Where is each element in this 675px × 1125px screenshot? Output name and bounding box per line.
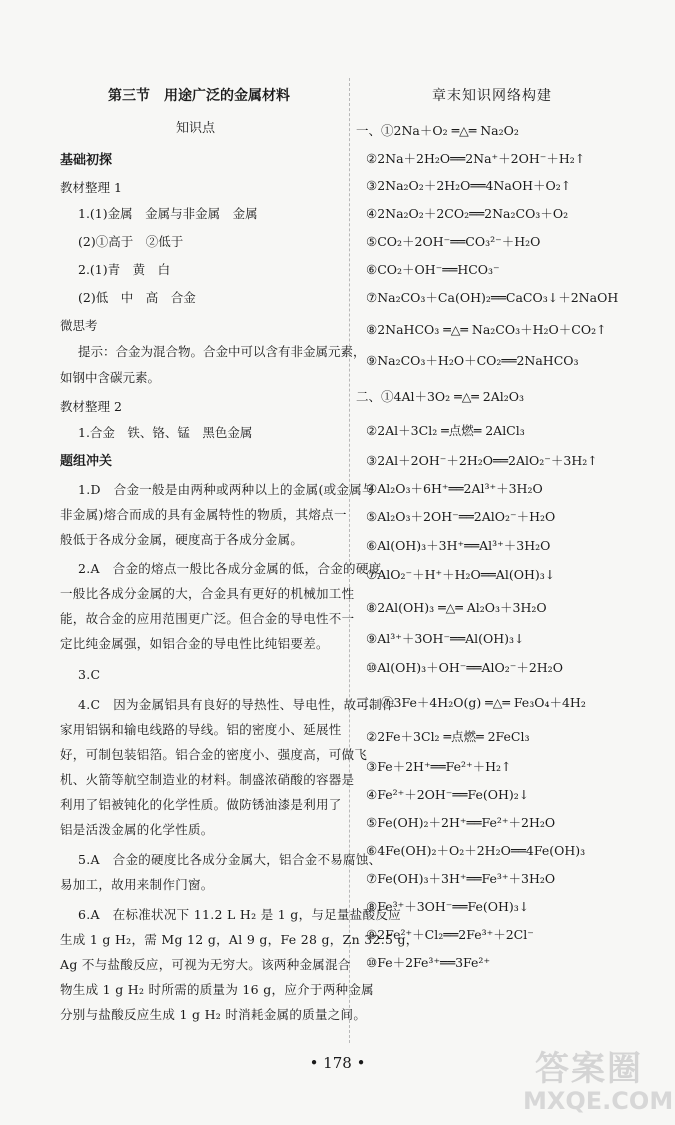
material-1-heading: 教材整理 1 (60, 180, 122, 195)
equation: ③2Al＋2OH⁻＋2H₂O══2AlO₂⁻＋3H₂↑ (366, 453, 598, 468)
m1-line: (2)①高于 ②低于 (78, 234, 184, 249)
page-number: • 178 • (309, 1054, 366, 1072)
equation: ③2Na₂O₂＋2H₂O══4NaOH＋O₂↑ (366, 178, 572, 193)
answer-line: 利用了铝被钝化的化学性质。做防锈油漆是利用了 (60, 797, 342, 812)
answer-line: 易加工，故用来制作门窗。 (60, 877, 214, 892)
answer-line: 般低于各成分金属，硬度高于各成分金属。 (60, 532, 304, 547)
equation: ⑦AlO₂⁻＋H⁺＋H₂O══Al(OH)₃↓ (366, 567, 556, 582)
equation: ⑧Fe³⁺＋3OH⁻══Fe(OH)₃↓ (366, 899, 530, 914)
answer-line: 3.C (78, 667, 101, 682)
answer-line: 好，可制包装铝箔。铝合金的密度小、强度高，可做飞 (60, 747, 368, 762)
equation: ⑤CO₂＋2OH⁻══CO₃²⁻＋H₂O (366, 234, 541, 249)
think-heading: 微思考 (60, 318, 98, 333)
hint-line: 提示：合金为混合物。合金中可以含有非金属元素， (78, 344, 366, 359)
watermark (515, 1041, 674, 1121)
equation: ⑦Fe(OH)₃＋3H⁺══Fe³⁺＋3H₂O (366, 871, 556, 886)
material-2-heading: 教材整理 2 (60, 399, 122, 414)
m2-line: 1.合金 铁、铬、锰 黑色金属 (78, 425, 253, 440)
equation: ⑨2Fe²⁺＋Cl₂══2Fe³⁺＋2Cl⁻ (366, 927, 534, 942)
equation: 一、①2Na＋O₂ ═△═ Na₂O₂ (356, 123, 519, 138)
subtitle: 知识点 (176, 121, 216, 136)
m1-line: 2.(1)青 黄 白 (78, 262, 171, 277)
equation: 二、①4Al＋3O₂ ═△═ 2Al₂O₃ (356, 389, 525, 404)
equation: ⑤Fe(OH)₂＋2H⁺══Fe²⁺＋2H₂O (366, 815, 556, 830)
network-title: 章末知识网络构建 (432, 88, 552, 104)
answer-line: 能，故合金的应用范围更广泛。但合金的导电性不一 (60, 611, 355, 626)
answer-line: 一般比各成分金属的大，合金具有更好的机械加工性 (60, 586, 355, 601)
hint-line: 如钢中含碳元素。 (60, 370, 161, 385)
equation: ④Fe²⁺＋2OH⁻══Fe(OH)₂↓ (366, 787, 530, 802)
answer-line: 机、火箭等航空制造业的材料。制盛浓硝酸的容器是 (60, 772, 355, 787)
equation: ⑤Al₂O₃＋2OH⁻══2AlO₂⁻＋H₂O (366, 509, 556, 524)
problems-heading: 题组冲关 (60, 454, 113, 469)
answer-line: 非金属)熔合而成的具有金属特性的物质，其熔点一 (60, 507, 347, 522)
equation: ⑨Al³⁺＋3OH⁻══Al(OH)₃↓ (366, 631, 525, 646)
answer-line: 2.A 合金的熔点一般比各成分金属的低，合金的硬度 (78, 561, 382, 576)
equation: ⑧2Al(OH)₃ ═△═ Al₂O₃＋3H₂O (366, 600, 547, 615)
equation: ②2Na＋2H₂O══2Na⁺＋2OH⁻＋H₂↑ (366, 151, 586, 166)
answer-line: 定比纯金属强，如铝合金的导电性比纯铝要差。 (60, 636, 329, 651)
answer-line: 1.D 合金一般是由两种或两种以上的金属(或金属与 (78, 482, 375, 497)
answer-line: 生成 1 g H₂，需 Mg 12 g，Al 9 g，Fe 28 g，Zn 32.5 g， (60, 932, 419, 947)
answer-line: Ag 不与盐酸反应，可视为无穷大。该两种金属混合 (60, 957, 351, 972)
answer-line: 4.C 因为金属铝具有良好的导热性、导电性，故可制作 (78, 697, 395, 712)
equation: ②2Al＋3Cl₂ ═点燃═ 2AlCl₃ (366, 423, 525, 438)
answer-line: 分别与盐酸反应生成 1 g H₂ 时消耗金属的质量之间。 (60, 1007, 367, 1022)
answer-line: 物生成 1 g H₂ 时所需的质量为 16 g，应介于两种金属 (60, 982, 374, 997)
answer-line: 铝是活泼金属的化学性质。 (60, 822, 214, 837)
equation: ④Al₂O₃＋6H⁺══2Al³⁺＋3H₂O (366, 481, 543, 496)
watermark-logo: 答案圈 (535, 1049, 643, 1089)
equation: ⑥4Fe(OH)₂＋O₂＋2H₂O══4Fe(OH)₃ (366, 843, 586, 858)
equation: ⑦Na₂CO₃＋Ca(OH)₂══CaCO₃↓＋2NaOH (366, 290, 619, 305)
equation: ④2Na₂O₂＋2CO₂══2Na₂CO₃＋O₂ (366, 206, 569, 221)
equation: ⑧2NaHCO₃ ═△═ Na₂CO₃＋H₂O＋CO₂↑ (366, 322, 607, 337)
answer-line: 家用铝锅和输电线路的导线。铝的密度小、延展性 (60, 722, 342, 737)
section-title: 第三节 用途广泛的金属材料 (108, 88, 290, 104)
equation: ⑩Fe＋2Fe³⁺══3Fe²⁺ (366, 955, 491, 970)
answer-line: 6.A 在标准状况下 11.2 L H₂ 是 1 g，与足量盐酸反应 (78, 907, 401, 922)
m1-line: (2)低 中 高 合金 (78, 290, 196, 305)
equation: ⑥Al(OH)₃＋3H⁺══Al³⁺＋3H₂O (366, 538, 551, 553)
equation: ③Fe＋2H⁺══Fe²⁺＋H₂↑ (366, 759, 512, 774)
equation: ②2Fe＋3Cl₂ ═点燃═ 2FeCl₃ (366, 729, 530, 744)
answer-line: 5.A 合金的硬度比各成分金属大，铝合金不易腐蚀、 (78, 852, 382, 867)
watermark-url: MXQE.COM (523, 1087, 674, 1115)
basic-heading: 基础初探 (60, 153, 113, 168)
equation: ⑥CO₂＋OH⁻══HCO₃⁻ (366, 262, 500, 277)
equation: ⑩Al(OH)₃＋OH⁻══AlO₂⁻＋2H₂O (366, 660, 563, 675)
equation: 三、①3Fe＋4H₂O(g) ═△═ Fe₃O₄＋4H₂ (356, 695, 586, 710)
equation: ⑨Na₂CO₃＋H₂O＋CO₂══2NaHCO₃ (366, 353, 579, 368)
m1-line: 1.(1)金属 金属与非金属 金属 (78, 206, 258, 221)
